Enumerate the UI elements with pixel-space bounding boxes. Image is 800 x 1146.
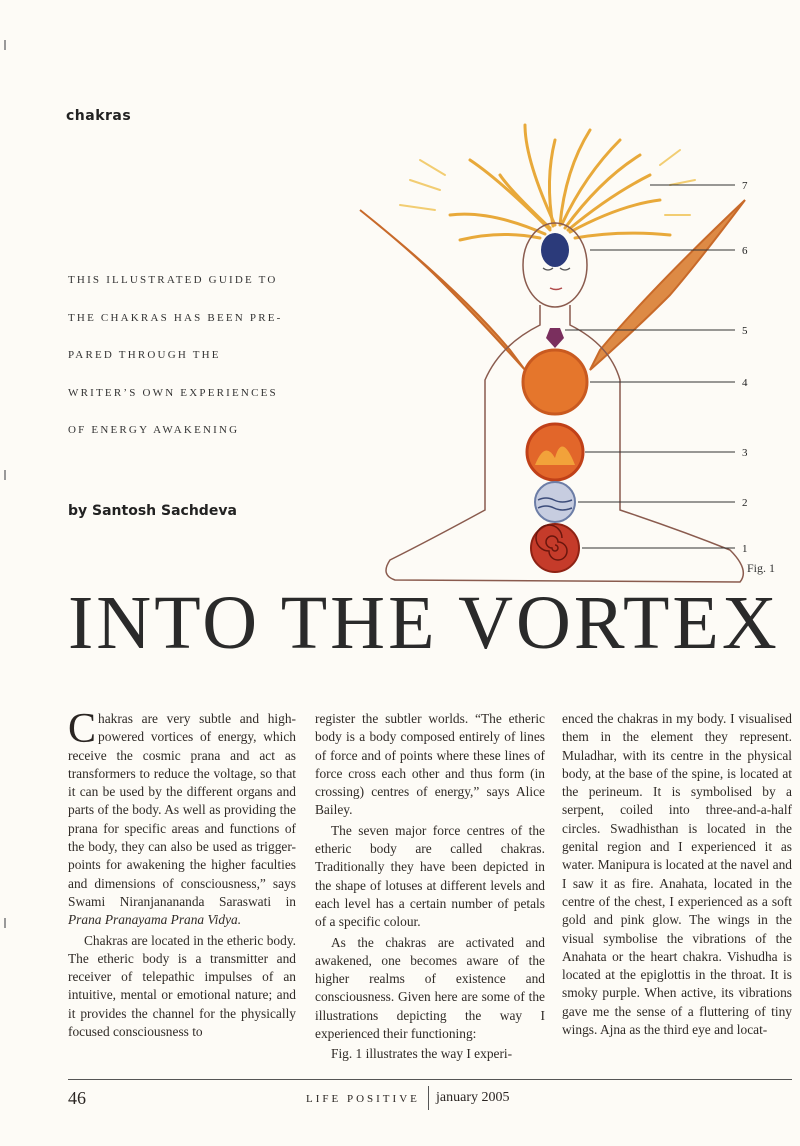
footer-rule	[68, 1079, 792, 1080]
fig-label-6: 6	[742, 245, 748, 257]
book-title: Prana Pranayama Prana Vidya.	[68, 912, 242, 928]
margin-tick	[4, 918, 6, 928]
paragraph: enced the chakras in my body. I visualised them in the element they represent. Muladhar, with its centre in the physical body, at the base of the spine, is located at the perineum. It is symbolised by a serpent, coiled into three-and-a-half circles. Swadhisthan is located in the genital region and I experienced it as water. Manipura is located at the navel and I saw it as fire. Anahata, located in the centre of the chest, I experienced as a soft gold and pink glow. The wings in the visual symbolise the vibrations of the Anahata or the heart chakra. Vishudha is located at the epiglottis in the throat. It is smoky purple. When active, its vibrations gave me the sense of a fluttering of tiny wings. Ajna as the third eye and locat-	[562, 711, 792, 1038]
figure-caption: Fig. 1	[747, 561, 776, 575]
paragraph: Chakras are located in the etheric body. The etheric body is a transmitter and receiver of telepathic impulses of an intuitive, mental or emotional nature; and it provides the channel for the physically focused consciousness to	[68, 932, 296, 1040]
swadhisthan-chakra-icon	[535, 482, 575, 522]
article-column-1	[68, 706, 296, 1041]
page-number: 46	[68, 1088, 86, 1108]
paragraph-text: hakras are very subtle and high-powered vortices of energy, which receive the cosmic prana and act as transformers to reduce the voltage, so that it can be used by the different organs and parts of the body. As well as providing the prana for specific areas and functions of the body, they can also be used as trigger-points for awakening the higher faculties and dimensions of consciousness,” says Swami Niranjanananda Saraswati in	[68, 711, 296, 909]
fig-label-4: 4	[742, 377, 748, 389]
margin-tick	[4, 470, 6, 480]
issue-date: january 2005	[436, 1090, 510, 1105]
fig-label-1: 1	[742, 543, 748, 555]
fig-label-2: 2	[742, 497, 748, 509]
ajna-chakra-icon	[541, 233, 569, 267]
fig-label-5: 5	[742, 325, 748, 337]
vishudha-chakra-icon	[546, 328, 564, 348]
paragraph	[68, 706, 296, 930]
article-column-3	[562, 710, 792, 1039]
article-column-2	[315, 710, 545, 1064]
fig-label-3: 3	[742, 447, 748, 459]
intro-blurb	[68, 262, 308, 450]
byline: by Santosh Sachdeva	[68, 503, 237, 519]
drop-cap: C	[68, 706, 97, 752]
margin-tick	[4, 40, 6, 50]
intro-line: OF ENERGY AWAKENING	[68, 424, 240, 436]
intro-line: WRITER’S OWN EXPERIENCES	[68, 386, 278, 399]
paragraph: Fig. 1 illustrates the way I experi-	[331, 1046, 513, 1062]
anahata-chakra-icon	[523, 350, 587, 414]
right-wing-icon	[590, 200, 745, 370]
footer-divider	[428, 1086, 429, 1110]
manipura-chakra-icon	[527, 424, 583, 480]
headline: INTO THE VORTEX	[68, 581, 780, 665]
fig-label-7: 7	[742, 180, 748, 192]
paragraph: As the chakras are activated and awakened, one becomes aware of the higher realms of existence and consciousness. Given here are some of the illustrations depicting the way I experienced their functioning:	[315, 934, 545, 1042]
intro-line: PARED THROUGH THE	[68, 349, 221, 361]
paragraph: register the subtler worlds. “The etheric body is a body composed entirely of lines of force and of points where these lines of force cross each other and thus form (in crossing) centres of energy,” says Alice Bailey.	[315, 711, 545, 818]
closed-eyes-icon	[543, 268, 570, 270]
chakra-illustration	[350, 120, 780, 590]
paragraph: The seven major force centres of the etheric body are called chakras. Traditionally they have been depicted in the shape of lotuses at different levels and each level has a certain number of petals of a specific colour.	[315, 822, 545, 930]
intro-line: THE CHAKRAS HAS BEEN PRE-	[68, 311, 283, 324]
intro-line: THIS ILLUSTRATED GUIDE TO	[68, 274, 278, 286]
magazine-name: LIFE POSITIVE	[306, 1093, 420, 1105]
lips-icon	[550, 288, 562, 290]
section-label: chakras	[66, 108, 132, 124]
